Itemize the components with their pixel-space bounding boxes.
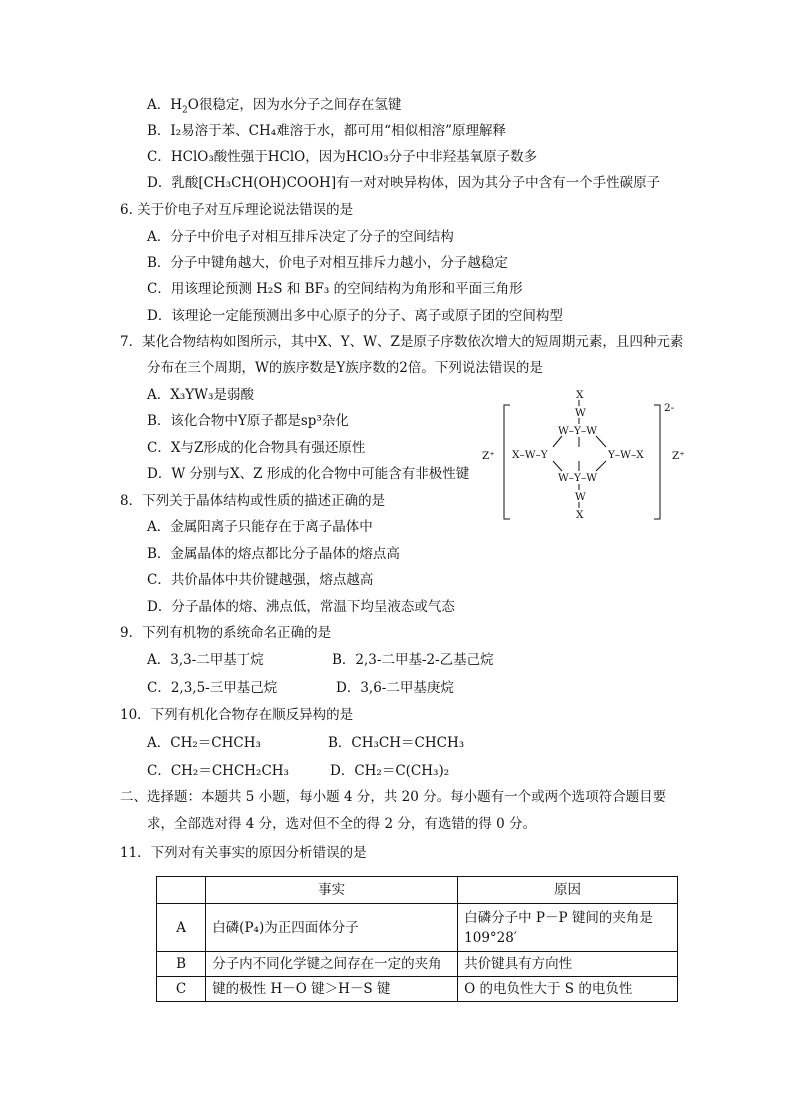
cation-left: Z⁺ xyxy=(482,450,495,462)
q6-option-d: D．该理论一定能预测出多中心原子的分子、离子或原子团的空间构型 xyxy=(147,308,563,324)
q6-option-b: B．分子中键角越大，价电子对相互排斥力越小，分子越稳定 xyxy=(147,255,508,271)
option-letter: B． xyxy=(147,123,171,139)
table-cell: 白磷分子中 P－P 键间的夹角是 109°28′ xyxy=(458,904,678,952)
structure-diagram xyxy=(478,385,690,525)
table-cell: A xyxy=(157,904,206,952)
bond xyxy=(553,436,562,447)
q7-stem-line1: 7．某化合物结构如图所示，其中X、Y、W、Z是原子序数依次增大的短周期元素，且四种元素 xyxy=(120,334,684,350)
q10-option-d: D．CH₂＝C(CH₃)₂ xyxy=(330,763,450,779)
bond xyxy=(596,461,606,471)
q7-option-a: A．X₃YW₃是弱酸 xyxy=(147,387,254,403)
q5-option-d xyxy=(147,173,660,193)
bond xyxy=(596,436,606,447)
table-cell: 共价键具有方向性 xyxy=(458,952,678,977)
row-middle-left: X–W–Y xyxy=(512,449,548,461)
q8-option-d: D．分子晶体的熔、沸点低，常温下均呈液态或气态 xyxy=(147,599,455,615)
option-text-part: H xyxy=(170,97,183,113)
q9-stem: 9．下列有机物的系统命名正确的是 xyxy=(120,625,332,641)
option-letter: C． xyxy=(147,149,171,165)
table-row xyxy=(157,952,678,977)
q8-option-a: A．金属阳离子只能存在于离子晶体中 xyxy=(147,519,373,535)
table-header-cell xyxy=(157,877,206,904)
table-cell: 键的极性 H－O 键＞H－S 键 xyxy=(206,977,458,1002)
q5-option-a xyxy=(147,95,401,115)
row-middle-right: Y–W–X xyxy=(608,449,644,461)
bond xyxy=(553,461,562,471)
q5-option-c xyxy=(147,147,537,167)
atom-top-w: W xyxy=(575,407,586,419)
q10-option-c: C．CH₂＝CHCH₂CH₃ xyxy=(147,763,289,779)
row-bottom: W–Y–W xyxy=(558,472,598,484)
q6-option-a: A．分子中价电子对相互排斥决定了分子的空间结构 xyxy=(147,229,454,245)
cation-right: Z⁺ xyxy=(672,450,685,462)
q11-stem: 11．下列对有关事实的原因分析错误的是 xyxy=(120,845,367,861)
table-cell: C xyxy=(157,977,206,1002)
q8-option-c: C．共价晶体中共价键越强，熔点越高 xyxy=(147,572,374,588)
q10-option-b: B．CH₃CH＝CHCH₃ xyxy=(328,735,465,751)
q9-option-d: D．3,6-二甲基庚烷 xyxy=(336,680,454,696)
option-text-part: O很稳定，因为水分子之间存在氢键 xyxy=(187,97,402,113)
q10-option-a: A．CH₂＝CHCH₃ xyxy=(147,735,261,751)
q7-option-b: B．该化合物中Y原子都是sp³杂化 xyxy=(147,413,349,429)
left-bracket xyxy=(504,405,510,519)
q9-option-b: B．2,3-二甲基-2-乙基己烷 xyxy=(332,652,494,668)
q8-option-b: B．金属晶体的熔点都比分子晶体的熔点高 xyxy=(147,546,400,562)
table-cell: O 的电负性大于 S 的电负性 xyxy=(458,977,678,1002)
option-letter: D． xyxy=(147,175,172,191)
atom-top-x: X xyxy=(576,389,584,401)
table-header-row xyxy=(157,877,678,904)
q10-stem: 10．下列有机化合物存在顺反异构的是 xyxy=(120,707,354,723)
q6-option-c: C．用该理论预测 H₂S 和 BF₃ 的空间结构为角形和平面三角形 xyxy=(147,281,523,297)
section2-heading-line1: 二、选择题：本题共 5 小题，每小题 4 分，共 20 分。每小题有一个或两个选项符合题目要 xyxy=(120,789,667,805)
q9-option-a: A．3,3-二甲基丁烷 xyxy=(147,652,264,668)
q5-option-b xyxy=(147,121,506,141)
q8-stem: 8．下列关于晶体结构或性质的描述正确的是 xyxy=(120,493,386,509)
charge-label: 2- xyxy=(664,402,675,414)
option-text: HClO₃酸性强于HClO，因为HClO₃分子中非羟基氧原子数多 xyxy=(170,149,538,165)
table-header-cell: 事实 xyxy=(206,877,458,904)
q9-option-c: C．2,3,5-三甲基己烷 xyxy=(147,680,278,696)
table-cell: B xyxy=(157,952,206,977)
right-bracket xyxy=(654,405,660,519)
option-text: I₂易溶于苯、CH₄难溶于水，都可用“相似相溶”原理解释 xyxy=(170,123,506,139)
q7-stem-line2: 分布在三个周期，W的族序数是Y族序数的2倍。下列说法错误的是 xyxy=(147,360,543,376)
atom-bottom-x: X xyxy=(576,509,584,521)
q6-stem: 6. 关于价电子对互斥理论说法错误的是 xyxy=(120,202,354,218)
q7-option-d: D．W 分别与X、Z 形成的化合物中可能含有非极性键 xyxy=(147,466,470,482)
table-row xyxy=(157,977,678,1002)
table-header-cell: 原因 xyxy=(458,877,678,904)
table-row xyxy=(157,904,678,952)
table-cell: 白磷(P₄)为正四面体分子 xyxy=(206,904,458,952)
option-letter: A． xyxy=(147,97,171,113)
section2-heading-line2: 求，全部选对得 4 分，选对但不全的得 2 分，有选错的得 0 分。 xyxy=(147,816,537,832)
option-text: 乳酸[CH₃CH(OH)COOH]有一对对映异构体，因为其分子中含有一个手性碳原子 xyxy=(171,175,661,191)
atom-bottom-w: W xyxy=(575,491,586,503)
table-cell: 分子内不同化学键之间存在一定的夹角 xyxy=(206,952,458,977)
subscript: 2 xyxy=(182,105,188,116)
q7-option-c: C．X与Z形成的化合物具有强还原性 xyxy=(147,440,366,456)
facts-table xyxy=(156,876,678,1002)
row-top: W–Y–W xyxy=(558,425,598,437)
